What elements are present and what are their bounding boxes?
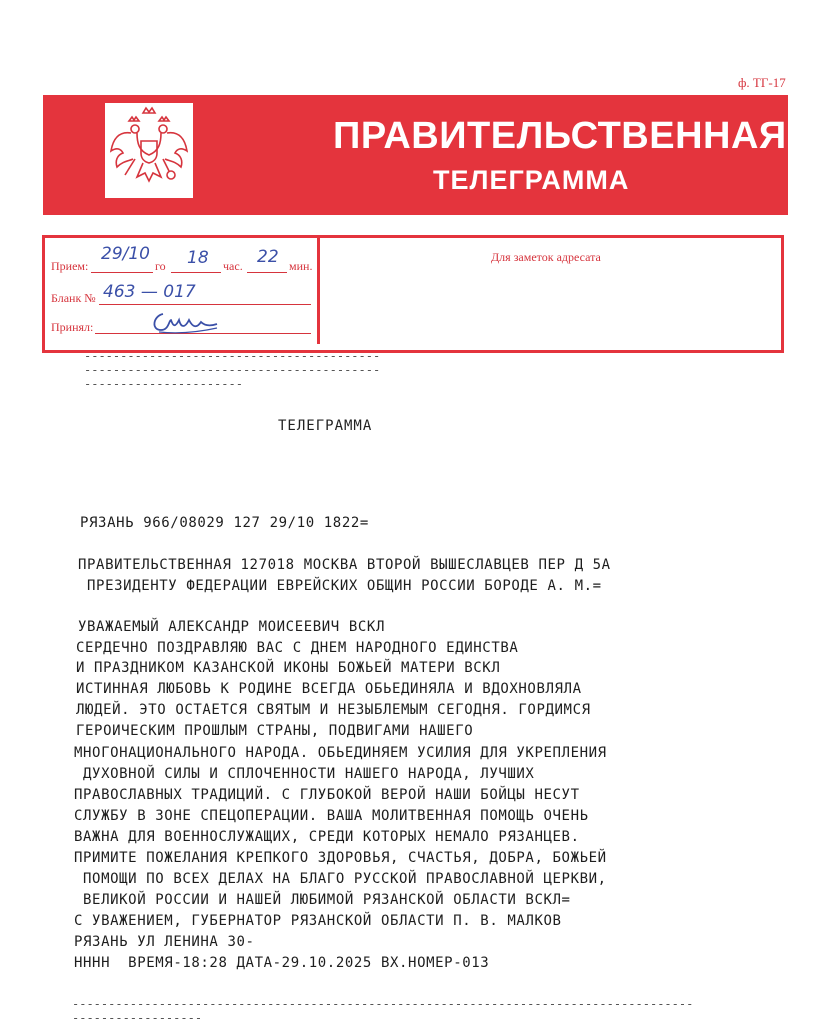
received-date: 29/10 — [101, 244, 150, 264]
form-code: ф. ТГ-17 — [738, 75, 786, 90]
body-line: ВАЖНА ДЛЯ ВОЕННОСЛУЖАЩИХ, СРЕДИ КОТОРЫХ НЕМАЛО РЯЗАНЦЕВ. — [74, 829, 580, 845]
header-subtitle: ТЕЛЕГРАММА — [433, 165, 630, 195]
body-line: РЯЗАНЬ 966/08029 127 29/10 1822= — [80, 515, 369, 531]
body-line: ПРИМИТЕ ПОЖЕЛАНИЯ КРЕПКОГО ЗДОРОВЬЯ, СЧАСТЬЯ, ДОБРА, БОЖЬЕЙ — [74, 850, 607, 866]
body-line: ДУХОВНОЙ СИЛЫ И СПЛОЧЕННОСТИ НАШЕГО НАРОДА, ЛУЧШИХ — [74, 766, 535, 782]
body-line: ПРАВОСЛАВНЫХ ТРАДИЦИЙ. С ГЛУБОКОЙ ВЕРОЙ НАШИ БОЙЦЫ НЕСУТ — [74, 787, 580, 803]
body-line: СЕРДЕЧНО ПОЗДРАВЛЯЮ ВАС С ДНЕМ НАРОДНОГО ЕДИНСТВА — [76, 640, 519, 656]
telegram-header — [43, 95, 788, 215]
receipt-panel — [45, 238, 320, 344]
form-number-label: Бланк № — [51, 291, 96, 305]
signature-icon — [149, 306, 221, 336]
received-label: Прием: — [51, 259, 89, 273]
received-hour: 18 — [187, 248, 209, 268]
separator-bottom: -------------------------------------------------------------------------------------------------------- — [72, 997, 694, 1025]
year-suffix-label: го — [155, 259, 166, 273]
accepted-label: Принял: — [51, 320, 94, 334]
form-number-value: 463 — 017 — [103, 282, 196, 302]
minute-label: мин. — [289, 259, 313, 273]
received-minute: 22 — [257, 247, 279, 267]
body-line: УВАЖАЕМЫЙ АЛЕКСАНДР МОИСЕЕВИЧ ВСКЛ — [78, 619, 385, 635]
telegram-heading: ТЕЛЕГРАММА — [278, 418, 373, 434]
body-line: РЯЗАНЬ УЛ ЛЕНИНА 30- — [74, 934, 255, 950]
body-line: СЛУЖБУ В ЗОНЕ СПЕЦОПЕРАЦИИ. ВАША МОЛИТВЕННАЯ ПОМОЩЬ ОЧЕНЬ — [74, 808, 589, 824]
body-line: ВЕЛИКОЙ РОССИИ И НАШЕЙ ЛЮБИМОЙ РЯЗАНСКОЙ ОБЛАСТИ ВСКЛ= — [74, 892, 571, 908]
body-line: ПРЕЗИДЕНТУ ФЕДЕРАЦИИ ЕВРЕЙСКИХ ОБЩИН РОССИИ БОРОДЕ А. М.= — [78, 578, 602, 594]
body-line: МНОГОНАЦИОНАЛЬНОГО НАРОДА. ОБЬЕДИНЯЕМ УСИЛИЯ ДЛЯ УКРЕПЛЕНИЯ — [74, 745, 607, 761]
body-line: С УВАЖЕНИЕМ, ГУБЕРНАТОР РЯЗАНСКОЙ ОБЛАСТИ П. В. МАЛКОВ — [74, 913, 562, 929]
body-line: ПРАВИТЕЛЬСТВЕННАЯ 127018 МОСКВА ВТОРОЙ ВЫШЕСЛАВЦЕВ ПЕР Д 5А — [78, 557, 611, 573]
receipt-box — [42, 235, 784, 353]
notes-label: Для заметок адресата — [491, 250, 601, 264]
body-line: ПОМОЩИ ПО ВСЕХ ДЕЛАХ НА БЛАГО РУССКОЙ ПРАВОСЛАВНОЙ ЦЕРКВИ, — [74, 871, 607, 887]
header-title: ПРАВИТЕЛЬСТВЕННАЯ — [333, 115, 787, 157]
body-line: ИСТИННАЯ ЛЮБОВЬ К РОДИНЕ ВСЕГДА ОБЬЕДИНЯЛА И ВДОХНОВЛЯЛА — [76, 681, 582, 697]
body-line: ГЕРОИЧЕСКИМ ПРОШЛЫМ СТРАНЫ, ПОДВИГАМИ НАШЕГО — [76, 723, 474, 739]
body-line: ЛЮДЕЙ. ЭТО ОСТАЕТСЯ СВЯТЫМ И НЕЗЫБЛЕМЫМ СЕГОДНЯ. ГОРДИМСЯ — [76, 702, 591, 718]
coat-of-arms-icon — [105, 103, 193, 198]
body-line: НННН ВРЕМЯ-18:28 ДАТА-29.10.2025 ВХ.НОМЕР-013 — [74, 955, 490, 971]
body-line: И ПРАЗДНИКОМ КАЗАНСКОЙ ИКОНЫ БОЖЬЕЙ МАТЕРИ ВСКЛ — [76, 660, 501, 676]
hour-label: час. — [223, 259, 243, 273]
separator-top: -------------------------------------------------------------------------------------------------------- — [84, 349, 381, 391]
